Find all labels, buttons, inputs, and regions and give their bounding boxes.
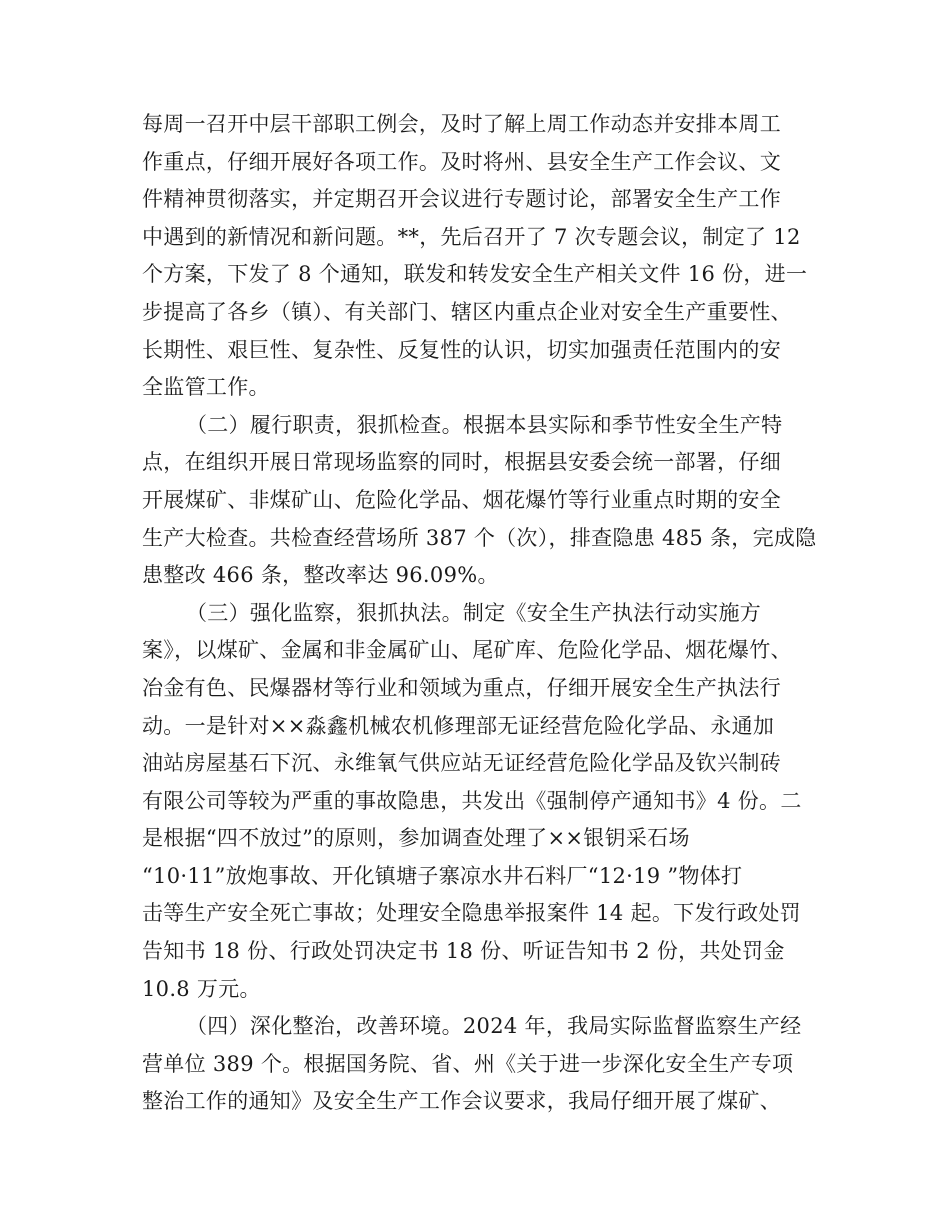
text-line: 整治工作的通知》及安全生产工作会议要求，我局仔细开展了煤矿、 [142,1089,781,1114]
paragraph [142,1008,814,1121]
text-line: “10·11”放炮事故、开化镇塘子寨凉水井石料厂“12·19 ”物体打 [142,863,743,888]
text-line: 步提高了各乡（镇）、有关部门、辖区内重点企业对安全生产重要性、 [142,299,792,324]
text-line: 有限公司等较为严重的事故隐患，共发出《强制停产通知书》4 份。二 [142,788,802,813]
text-line: 长期性、艰巨性、复杂性、反复性的认识，切实加强责任范围内的安 [142,337,781,362]
text-line: 每周一召开中层干部职工例会，及时了解上周工作动态并安排本周工 [142,112,781,136]
text-line: 开展煤矿、非煤矿山、危险化学品、烟花爆竹等行业重点时期的安全 [142,487,781,512]
text-line: 动。一是针对××淼鑫机械农机修理部无证经营危险化学品、永通加 [142,713,775,738]
text-line: 营单位 389 个。根据国务院、省、州《关于进一步深化安全生产专项 [142,1051,794,1076]
document-body [142,106,817,1121]
text-line: 点，在组织开展日常现场监察的同时，根据县安委会统一部署，仔细 [142,450,781,475]
text-line: 件精神贯彻落实，并定期召开会议进行专题讨论，部署安全生产工作 [142,187,781,212]
text-line: 生产大检查。共检查经营场所 387 个（次），排查隐患 485 条，完成隐 [142,525,817,550]
paragraph [142,407,817,595]
text-line: 个方案，下发了 8 个通知，联发和转发安全生产相关文件 16 份，进一 [142,262,808,287]
paragraph [142,595,814,1009]
text-line: 作重点，仔细开展好各项工作。及时将州、县安全生产工作会议、文 [142,149,781,174]
text-line: （三）强化监察，狠抓执法。制定《安全生产执法行动实施方 [186,600,762,625]
text-line: 击等生产安全死亡事故；处理安全隐患举报案件 14 起。下发行政处罚 [142,901,801,926]
paragraph [142,106,814,407]
text-line: 患整改 466 条，整改率达 96.09%。 [142,563,499,588]
text-line: 油站房屋基石下沉、永维氧气供应站无证经营危险化学品及钦兴制砖 [142,751,781,776]
text-line: 案》，以煤矿、金属和非金属矿山、尾矿库、危险化学品、烟花爆竹、 [142,638,792,663]
text-line: 是根据“四不放过”的原则，参加调查处理了××银钥采石场 [142,826,690,851]
text-line: 全监管工作。 [142,375,270,400]
text-line: 冶金有色、民爆器材等行业和领域为重点，仔细开展安全生产执法行 [142,675,781,700]
text-line: （四）深化整治，改善环境。2024 年，我局实际监督监察生产经 [186,1014,802,1039]
text-line: 告知书 18 份、行政处罚决定书 18 份、听证告知书 2 份，共处罚金 [142,939,785,964]
text-line: （二）履行职责，狠抓检查。根据本县实际和季节性安全生产特 [186,412,783,437]
text-line: 10.8 万元。 [142,976,261,1001]
text-line: 中遇到的新情况和新问题。**，先后召开了 7 次专题会议，制定了 12 [142,224,801,249]
